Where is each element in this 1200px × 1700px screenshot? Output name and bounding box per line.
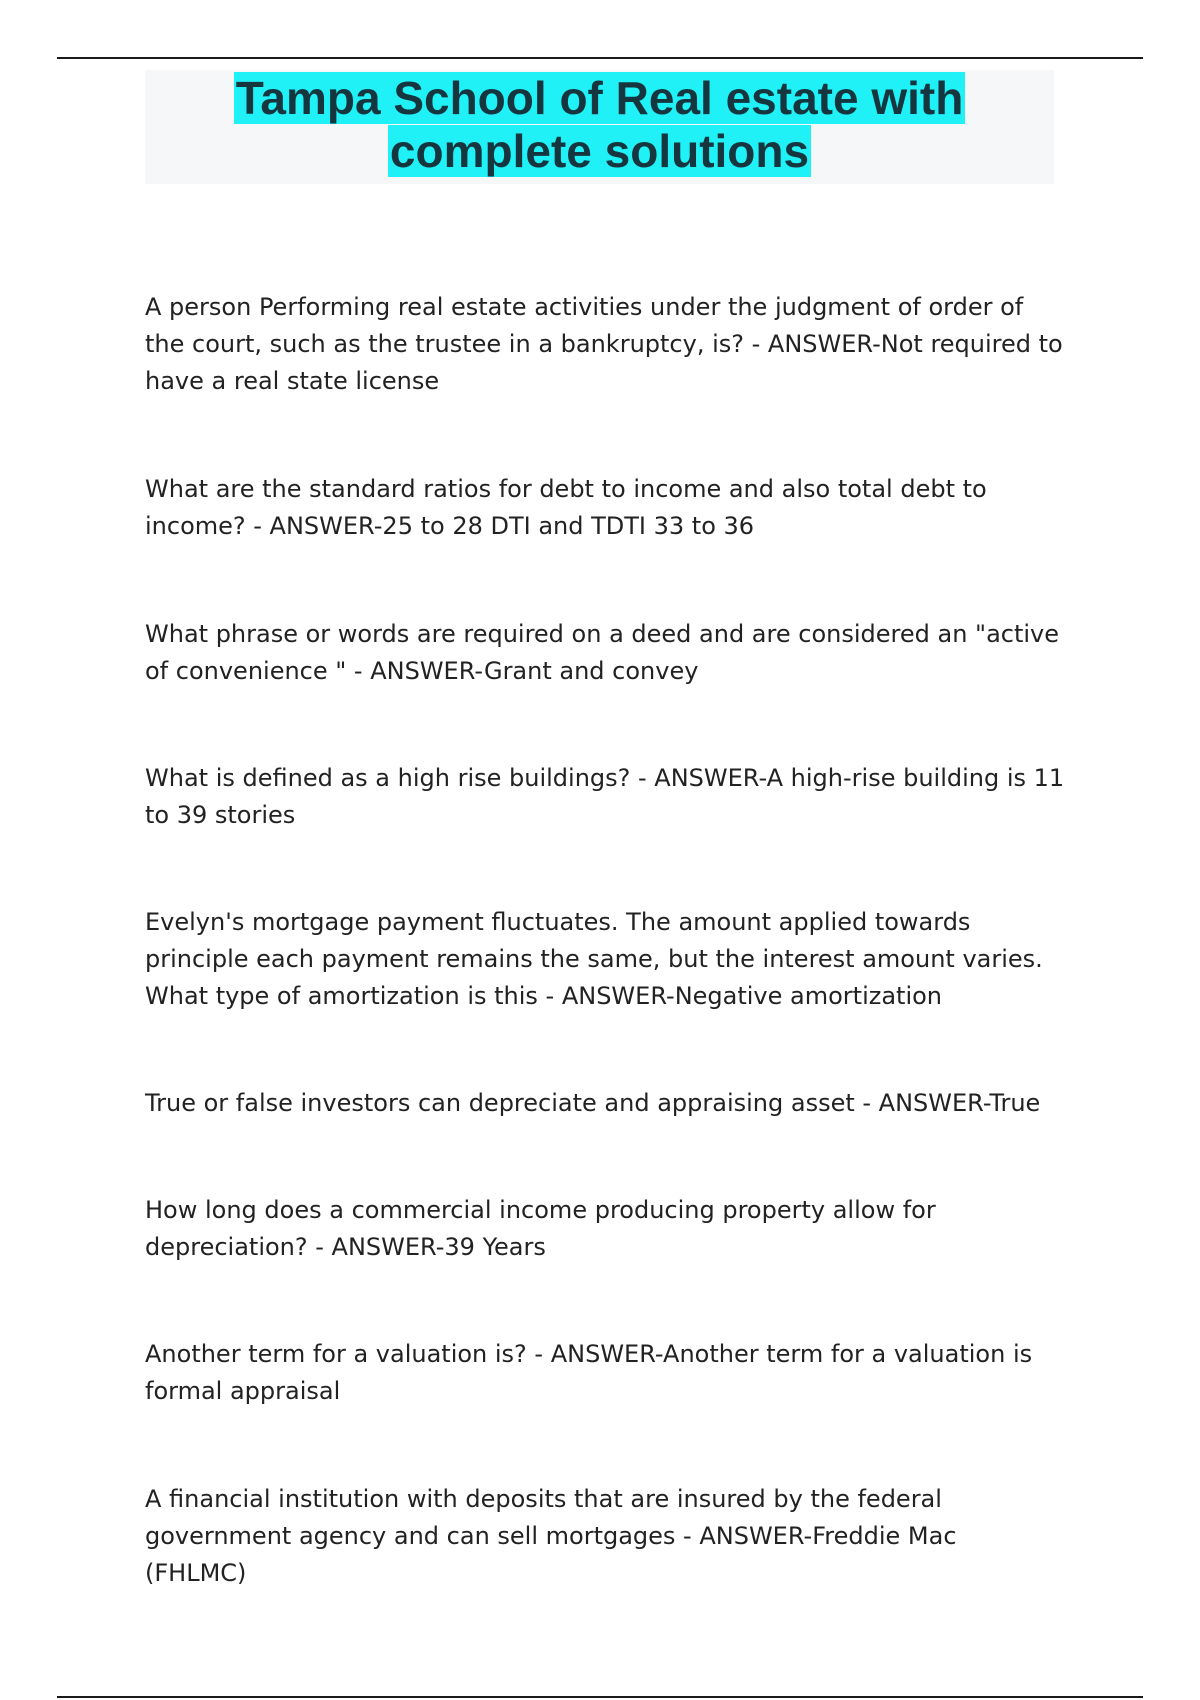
title-line-2: complete solutions xyxy=(389,125,810,177)
document-title xyxy=(145,72,1054,178)
qa-item: What are the standard ratios for debt to income and also total debt to income? - ANSWER-25 to 28 DTI and TDTI 33 to 36 xyxy=(145,475,987,540)
qa-item: A person Performing real estate activities under the judgment of order of the court, such as the trustee in a bankruptcy, is? - ANSWER-Not required to have a real state license xyxy=(145,293,1063,395)
qa-item: How long does a commercial income producing property allow for depreciation? - ANSWER-39 Years xyxy=(145,1196,936,1261)
title-banner xyxy=(145,70,1054,184)
top-divider xyxy=(57,57,1143,59)
title-line-1: Tampa School of Real estate with xyxy=(235,72,964,124)
qa-item: Evelyn's mortgage payment fluctuates. The amount applied towards principle each payment remains the same, but the interest amount varies. What type of amortization is this - ANSWER-Negative amortization xyxy=(145,908,1043,1010)
qa-item: What phrase or words are required on a deed and are considered an "active of convenience " - ANSWER-Grant and convey xyxy=(145,620,1060,685)
qa-item: Another term for a valuation is? - ANSWER-Another term for a valuation is formal appraisal xyxy=(145,1340,1033,1405)
qa-item: True or false investors can depreciate and appraising asset - ANSWER-True xyxy=(145,1089,1041,1117)
qa-item: A financial institution with deposits that are insured by the federal government agency and can sell mortgages - ANSWER-Freddie Mac (FHLMC) xyxy=(145,1485,957,1587)
qa-item: What is defined as a high rise buildings? - ANSWER-A high-rise building is 11 to 39 stories xyxy=(145,764,1065,829)
bottom-divider xyxy=(57,1696,1143,1698)
